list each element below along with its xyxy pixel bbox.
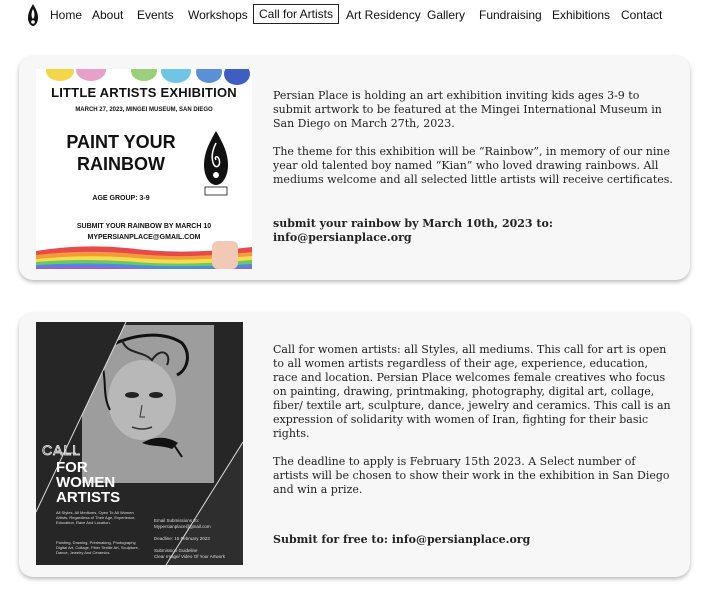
poster-headline: PAINT YOUR RAINBOW: [66, 132, 176, 174]
card2-paragraph-2: The deadline to apply is February 15th 2023. A Select number of artists will be chosen to show their work in the exhibition in San Diego and win a prize.: [273, 455, 670, 496]
little-artists-description: [273, 89, 673, 245]
nav-exhibitions[interactable]: Exhibitions: [552, 8, 611, 22]
poster-call-word: CALL: [42, 442, 82, 458]
women-artists-description: [273, 343, 673, 547]
poster-email-label: Email Submissions To:: [154, 518, 200, 523]
poster-headline-line3: ARTISTS: [56, 489, 121, 506]
nav-call-for-artists[interactable]: Call for Artists: [253, 4, 339, 24]
paint-blob-blue: [196, 69, 222, 83]
women-artists-poster: [36, 322, 243, 565]
top-nav: [0, 0, 703, 32]
paint-blob-pink: [76, 69, 106, 81]
card2-submit-cta[interactable]: Submit for free to: info@persianplace.org: [273, 533, 531, 546]
nav-events[interactable]: Events: [137, 8, 174, 22]
poster-email: Mypersianplace@gmail.com: [154, 524, 211, 529]
poster-headline-line1: FOR: [56, 459, 88, 476]
persian-place-logo-icon[interactable]: [27, 3, 39, 27]
paint-blob-yellow: [46, 69, 74, 81]
paint-blob-cyan: [161, 69, 191, 83]
poster-headline-line2: WOMEN: [56, 474, 116, 491]
poster-date: MARCH 27, 2023, MINGEI MUSEUM, SAN DIEGO: [75, 107, 213, 113]
poster-description-2: Painting, Drawing, Printmaking, Photography, Digital Art, Collage, Fiber Textile Art, Sculpture, Dance, Jewelry And Ceramics.: [56, 540, 139, 555]
poster-submit-line1: SUBMIT YOUR RAINBOW BY MARCH 10: [76, 223, 212, 230]
poster-submission-info: [154, 518, 242, 560]
women-artists-card: [19, 313, 690, 577]
card1-paragraph-1: Persian Place is holding an art exhibition inviting kids ages 3-9 to submit artwork to be featured at the Mingei International Museum in San Diego on March 27th, 2023.: [273, 89, 662, 130]
poster-title: LITTLE ARTISTS EXHIBITION: [51, 85, 237, 100]
poster-guideline-detail: Clear Image/ Video Of Your Artwork: [154, 554, 225, 559]
card2-paragraph-1: Call for women artists: all Styles, all mediums. This call for art is open to all women artists regardless of their age, experience, education, race and location. Persian Place welcomes female creatives who focus on painting, drawing, printmaking, photography, digital art, collage, fiber/ textile art, sculpture, dance, jewelry and ceramics. This call is an expression of solidarity with women of Iran, fighting for their basic rights.: [273, 343, 671, 440]
poster-description-1: All Styles, All Mediums, Open To All Women Artists, Regardless of Their Age, Experience, Education, Race And Location.: [56, 510, 136, 525]
poster-age-group: AGE GROUP: 3-9: [92, 195, 150, 202]
nav-contact[interactable]: Contact: [621, 8, 663, 22]
poster-deadline: Deadline: 15 February 2023: [154, 536, 210, 541]
nav-art-residency[interactable]: Art Residency: [346, 8, 421, 22]
nav-gallery[interactable]: Gallery: [427, 8, 466, 22]
poster-submit-line2: MYPERSIANPLACE@GMAIL.COM: [87, 234, 201, 241]
card1-paragraph-2: The theme for this exhibition will be “Rainbow”, in memory of our nine year old talented boy named “Kian” who loved drawing rainbows. All mediums welcome and all selected little artists will receive certificates.: [273, 145, 673, 186]
card1-submit-cta[interactable]: submit your rainbow by March 10th, 2023 to: info@persianplace.org: [273, 217, 553, 244]
little-artists-poster: [36, 69, 252, 269]
nav-home[interactable]: Home: [50, 8, 83, 22]
persian-place-emblem-icon: [199, 129, 233, 199]
poster-guideline: Submission Guideline: [154, 548, 198, 553]
rainbow-paint-strip: [36, 241, 252, 269]
little-artists-card: [19, 56, 690, 280]
paint-blob-green: [131, 69, 157, 81]
poster-headline: [56, 460, 120, 505]
paint-blob-darkblue: [224, 69, 250, 85]
nav-fundraising[interactable]: Fundraising: [479, 8, 542, 22]
nav-workshops[interactable]: Workshops: [188, 8, 248, 22]
poster-submit-info: [36, 221, 252, 243]
nav-about[interactable]: About: [92, 8, 124, 22]
